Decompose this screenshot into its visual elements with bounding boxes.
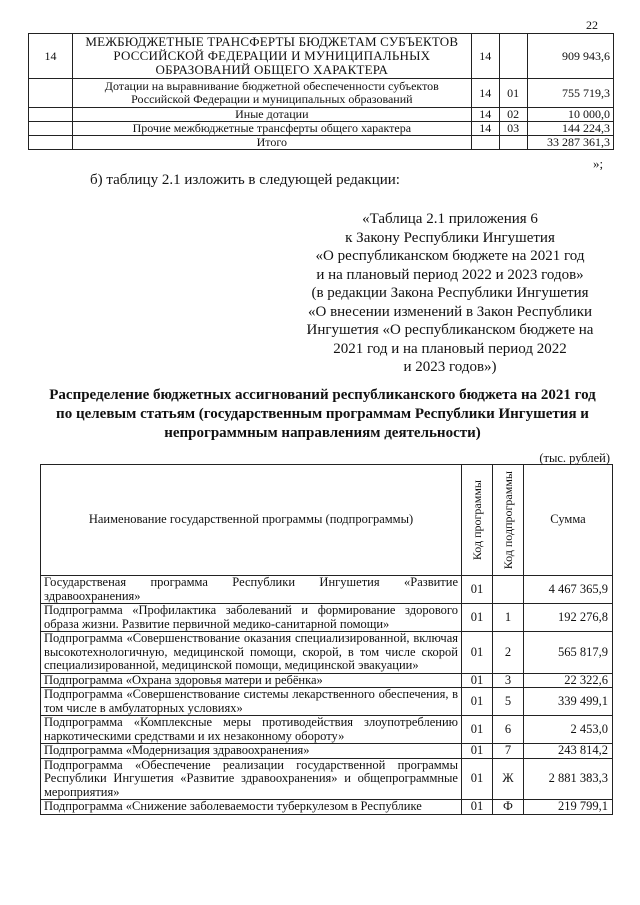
header-row [41,465,613,576]
header-subprogram-code [493,465,524,576]
caption-line: Ингушетия «О республиканском бюджете на [306,322,594,338]
row-subprogram-code: 3 [493,673,524,688]
caption-line: «О республиканском бюджете на 2021 год [315,248,585,264]
row-code1: 14 [471,79,499,108]
row-program-code: 01 [462,632,493,674]
header-subprogram-code-text: Код подпрограммы [501,470,515,570]
table-caption-block [300,210,600,377]
row-sum: 755 719,3 [527,79,613,108]
caption-line: и 2023 годов») [403,359,497,375]
row-sum: 192 276,8 [524,604,613,632]
row-name: Подпрограмма «Комплексные меры противодействия злоупотреблению наркотическими средствами и их незаконному обороту» [41,716,462,744]
row-code2: 01 [499,79,527,108]
table-row [41,688,613,716]
row-name: Государственая программа Республики Ингушетия «Развитие здравоохранения» [41,576,462,604]
allocation-table [40,464,613,815]
caption-line: «О внесении изменений в Закон Республики [307,303,593,320]
units-label: (тыс. рублей) [539,451,610,465]
header-program-code-text: Код программы [470,479,484,561]
row-name: Подпрограмма «Обеспечение реализации государственной программы Республики Ингушетия «Развитие здравоохранения» и общепрограммные мероприятия» [41,758,462,800]
caption-line: к Закону Республики Ингушетия [345,229,555,246]
row-sum: 22 322,6 [524,673,613,688]
top-table [28,33,614,150]
row-subprogram-code: Ж [493,758,524,800]
row-sum: 219 799,1 [524,800,613,815]
table-row [29,122,614,136]
table-row [29,34,614,79]
row-program-code: 01 [462,688,493,716]
row-subprogram-code: 1 [493,604,524,632]
header-name: Наименование государственной программы (подпрограммы) [41,465,462,576]
row-sum: 565 817,9 [524,632,613,674]
row-program-code: 01 [462,673,493,688]
row-number [29,79,73,108]
row-program-code: 01 [462,744,493,759]
row-code1: 14 [471,122,499,136]
row-name: Подпрограмма «Совершенствование системы лекарственного обеспечения, в том числе в амбулаторных условиях» [41,688,462,716]
table-row [41,632,613,674]
row-number [29,108,73,122]
row-program-code: 01 [462,800,493,815]
total-code2 [499,136,527,150]
row-name: Подпрограмма «Снижение заболеваемости туберкулезом в Республике [41,800,462,815]
row-sum: 10 000,0 [527,108,613,122]
row-sum: 243 814,2 [524,744,613,759]
caption-line: 2021 год и на плановый период 2022 [333,340,567,357]
row-name: Подпрограмма «Модернизация здравоохранения» [41,744,462,759]
total-code1 [471,136,499,150]
header-sum: Сумма [524,465,613,576]
table-row [41,744,613,759]
instruction-paragraph: б) таблицу 2.1 изложить в следующей редакции: [90,172,400,188]
total-number [29,136,73,150]
row-code2: 02 [499,108,527,122]
row-subprogram-code: Ф [493,800,524,815]
row-code2 [499,34,527,79]
table-row [41,758,613,800]
table-row [41,576,613,604]
total-sum: 33 287 361,3 [527,136,613,150]
row-name: Подпрограмма «Профилактика заболеваний и формирование здорового образа жизни. Развитие первичной медико-санитарной помощи» [41,604,462,632]
header-program-code [462,465,493,576]
table-row [41,604,613,632]
row-sum: 2 881 383,3 [524,758,613,800]
row-name: Прочие межбюджетные трансферты общего характера [72,122,471,136]
row-name: Дотации на выравнивание бюджетной обеспеченности субъектов Российской Федерации и муниципальных образований [72,79,471,108]
row-sum: 2 453,0 [524,716,613,744]
closing-quote-mark: »; [593,156,604,171]
row-subprogram-code: 5 [493,688,524,716]
row-number [29,122,73,136]
row-sum: 144 224,3 [527,122,613,136]
row-name: Подпрограмма «Совершенствование оказания специализированной, включая высокотехнологичную, медицинской помощи, скорой, в том числе скорой специализированной, медицинской помощи, медицинской эвакуации» [41,632,462,674]
page-number: 22 [586,18,598,32]
total-row [29,136,614,150]
row-subprogram-code: 7 [493,744,524,759]
caption-line: (в редакции Закона Республики Ингушетия [311,285,589,301]
row-program-code: 01 [462,758,493,800]
row-sum: 4 467 365,9 [524,576,613,604]
row-code2: 03 [499,122,527,136]
row-program-code: 01 [462,576,493,604]
row-subprogram-code: 6 [493,716,524,744]
row-name: Подпрограмма «Охрана здоровья матери и ребёнка» [41,673,462,688]
row-sum: 909 943,6 [527,34,613,79]
table-row [29,108,614,122]
table-row [41,800,613,815]
row-name: МЕЖБЮДЖЕТНЫЕ ТРАНСФЕРТЫ БЮДЖЕТАМ СУБЪЕКТОВ РОССИЙСКОЙ ФЕДЕРАЦИИ И МУНИЦИПАЛЬНЫХ ОБРАЗОВАНИЙ ОБЩЕГО ХАРАКТЕРА [72,34,471,79]
total-label: Итого [72,136,471,150]
row-program-code: 01 [462,716,493,744]
caption-line: и на плановый период 2022 и 2023 годов» [316,266,584,283]
row-subprogram-code: 2 [493,632,524,674]
table-row [41,673,613,688]
caption-line: «Таблица 2.1 приложения 6 [362,211,538,227]
row-sum: 339 499,1 [524,688,613,716]
row-number: 14 [29,34,73,79]
table-row [41,716,613,744]
document-title: Распределение бюджетных ассигнований республиканского бюджета на 2021 год по целевым статьям (государственным программам Республики Ингушетия и непрограммным направлениям деятельности) [49,387,596,441]
table-row [29,79,614,108]
row-program-code: 01 [462,604,493,632]
row-name: Иные дотации [72,108,471,122]
row-subprogram-code [493,576,524,604]
row-code1: 14 [471,108,499,122]
row-code1: 14 [471,34,499,79]
